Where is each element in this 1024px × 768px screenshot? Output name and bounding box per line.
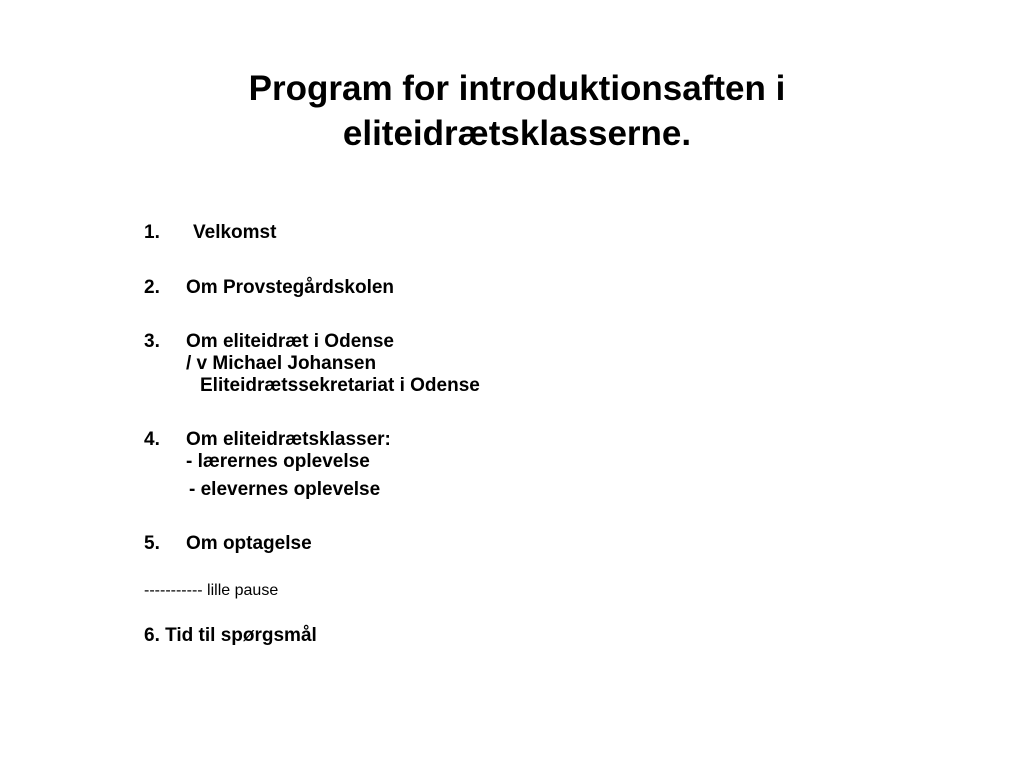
agenda-item-3-sub-1: / v Michael Johansen: [186, 353, 377, 374]
agenda-item-5-number: 5.: [144, 533, 160, 554]
agenda-item-1-number: 1.: [144, 222, 160, 243]
agenda-item-1-label: Velkomst: [193, 222, 277, 243]
pause-note: ----------- lille pause: [144, 582, 279, 599]
agenda-item-3-number: 3.: [144, 331, 160, 352]
agenda-item-2-label: Om Provstegårdskolen: [186, 277, 395, 298]
slide-title-line-1: Program for introduktionsaften i: [248, 69, 786, 108]
agenda-item-4-label: Om eliteidrætsklasser:: [186, 429, 391, 450]
agenda-item-3-label: Om eliteidræt i Odense: [186, 331, 394, 352]
agenda-item-4-number: 4.: [144, 429, 160, 450]
agenda-item-2-number: 2.: [144, 277, 160, 298]
agenda-item-4-sub-1: - lærernes oplevelse: [186, 451, 370, 472]
agenda-item-6: 6. Tid til spørgsmål: [144, 625, 317, 646]
agenda-item-4-sub-2: - elevernes oplevelse: [189, 479, 381, 500]
agenda-item-3-sub-2: Eliteidrætssekretariat i Odense: [200, 375, 480, 396]
slide-title-line-2: eliteidrætsklasserne.: [342, 114, 692, 153]
agenda-item-5-label: Om optagelse: [186, 533, 312, 554]
